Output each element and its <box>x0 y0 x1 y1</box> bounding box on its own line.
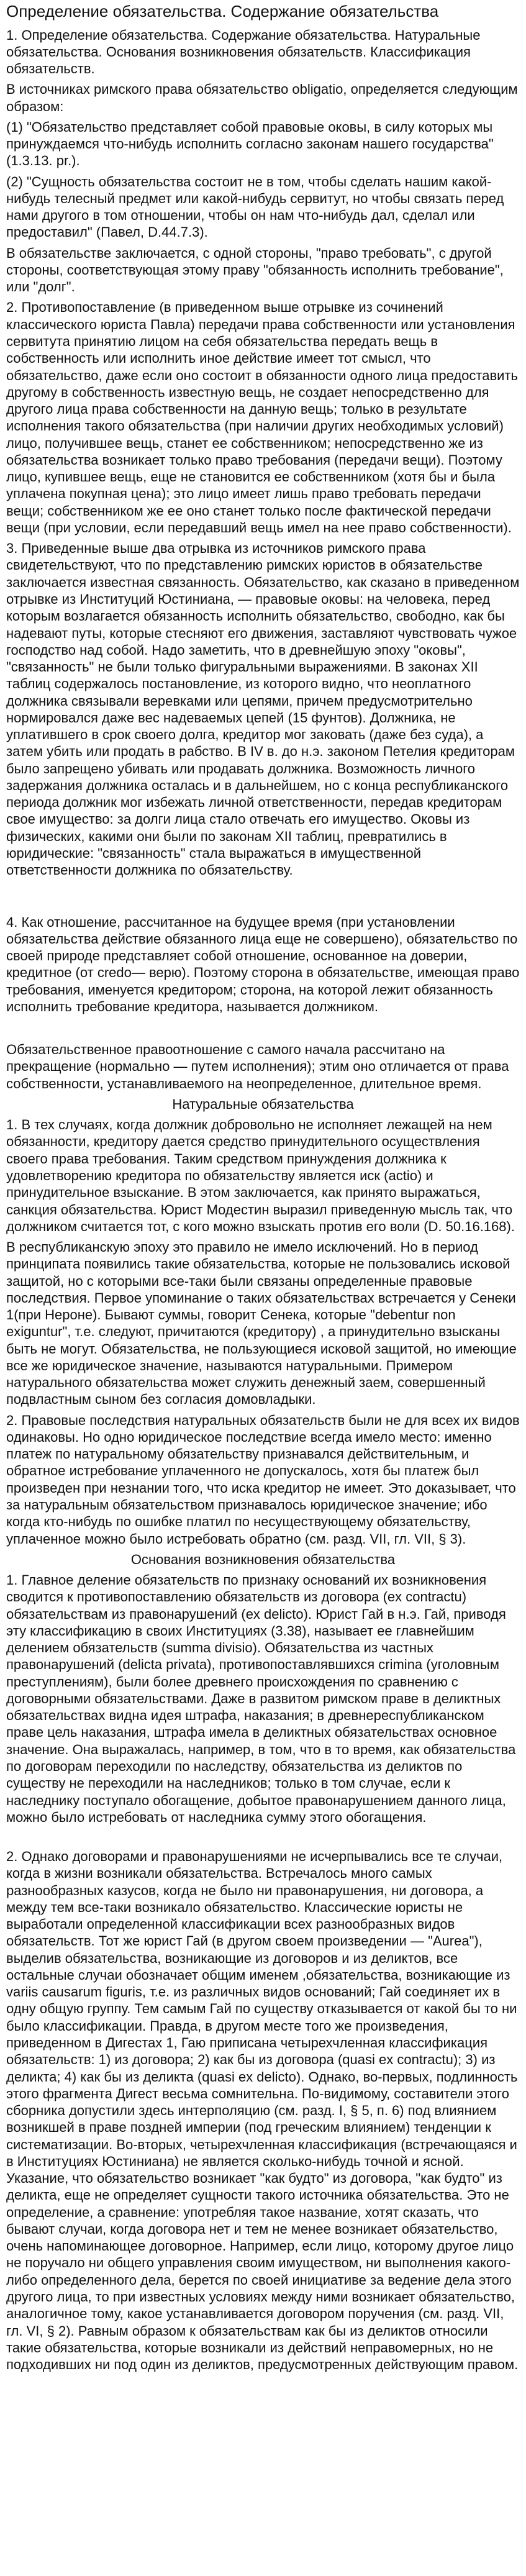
paragraph: 2. Противопоставление (в приведенном выше отрывке из сочинений классического юриста Павла) передачи права собственности или установления сервитута принятию лицом на себя обязательства передать вещь в собственность или исполнить иное действие имеет тот смысл, что обязательство, даже если оно состоит в обязанности одного лица предоставить другому в собственность известную вещь, не создает непосредственно для другого лица права собственности на данную вещь; только в результате исполнения такого обязательства (при наличии других необходимых условий) лицо, получившее вещь, станет ее собственником; непосредственно же из обязательства возникает только право требования (передачи вещи). Поэтому лицо, купившее вещь, еще не становится ее собственником (хотя бы и была уплачена покупная цена); это лицо имеет лишь право требовать передачи вещи; собственником же ее оно станет только после фактической передачи вещи (при условии, если передавший вещь имел на нее право собственности). <box>6 299 518 535</box>
paragraph: 3. Приведенные выше два отрывка из источников римского права свидетельствуют, что по представлению римских юристов в обязательстве заключается известная связанность. Обязательство, как сказано в приведенном отрывке из Институций Юстиниана, — правовые оковы: на человека, перед которым возлагается обязанность исполнить обязательство, свободно, как бы надевают путы, которые стесняют его движения, заставляют чувствовать чужое господство над собой. Надо заметить, что в древнейшую эпоху "оковы", "связанность" не были только фигуральными выражениями. В законах XII таблиц содержалось постановление, из которого видно, что неоплатного должника связывали веревками или цепями, причем предусмотрительно нормировался даже вес надеваемых цепей (15 фунтов). Должника, не уплатившего в срок своего долга, кредитор мог заковать (даже без суда), а затем убить или продать в рабство. В IV в. до н.э. законом Петелия кредиторам было запрещено убивать или продавать должника. Возможность личного задержания должника осталась и в дальнейшем, но с конца республиканского периода должник мог избежать личной ответственности, передав кредиторам свое имущество: за долги лица стало отвечать его имущество. Оковы из физических, какими они были по законам XII таблиц, превратились в юридические: "связанность" стала выражаться в имущественной ответственности должника по обязательству. <box>6 540 520 878</box>
document-body <box>6 27 520 2373</box>
paragraph: В республиканскую эпоху это правило не имело исключений. Но в период принципата появились такие обязательства, которые не пользовались исковой защитой, но с которыми все-таки были связаны определенные правовые последствия. Первое упоминание о таких обязательствах встречается у Сенеки 1(при Нероне). Бывают суммы, говорит Сенека, которые "debentur non exiguntur", т.е. следуют, причитаются (кредитору) , а принудительно взысканы быть не могут. Обязательства, не пользующиеся исковой защитой, но имеющие все же юридическое значение, называются натуральными. Примером натурального обязательства может служить денежный заем, совершенный подвластным сыном без согласия домовладыки. <box>6 1239 517 1408</box>
paragraph: В источниках римского права обязательство obligatio, определяется следующим образом: <box>6 81 518 114</box>
paragraph: 1. В тех случаях, когда должник добровольно не исполняет лежащей на нем обязанности, кредитору дается средство принудительного осуществления своего права требования. Таким средством принуждения должника к удовлетворению кредитора по обязательству является иск (actio) и принудительное взыскание. В этом заключается, как принято выражаться, санкция обязательства. Юрист Модестин выразил приведенную мысль так, что должником считается тот, с кого можно взыскать против его воли (D. 50.16.168). <box>6 1117 515 1234</box>
paragraph: (2) "Сущность обязательства состоит не в том, чтобы сделать нашим какой-нибудь телесный предмет или какой-нибудь сервитут, но чтобы связать перед нами другого в том отношении, чтобы он нам что-нибудь дал, сделал или предоставил" (Павел, D.44.7.3). <box>6 173 504 240</box>
paragraph: (1) "Обязательство представляет собой правовые оковы, в силу которых мы принуждаемся что-нибудь исполнить согласно законам нашего государства" (1.3.13. pr.). <box>6 119 494 169</box>
paragraph: 2. Правовые последствия натуральных обязательств были не для всех их видов одинаковы. Но одно юридическое последствие всегда имело место: именно платеж по натуральному обязательству признавался действительным, и обратное истребование уплаченного не допускалось, хотя бы платеж был произведен при незнании того, что иска кредитор не имеет. Это доказывает, что за натуральным обязательством признавалось юридическое значение; ибо когда кто-нибудь по ошибке платил по несуществующему обязательству, уплаченное можно было истребовать обратно (см. разд. VII, гл. VII, § 3). <box>6 1412 520 1547</box>
section-heading-natural-obligations: Натуральные обязательства <box>172 1096 354 1112</box>
paragraph: 1. Главное деление обязательств по признаку оснований их возникновения сводится к противопоставлению обязательств из договора (ex contractu) обязательствам из правонарушений (ex delicto). Юрист Гай в н.э. Гай, приводя эту классификацию в своих Институциях (3.38), называет ее главнейшим делением обязательств (summa divisio). Обязательства из частных правонарушений (delicta privata), противопоставлявшихся crimina (уголовным преступлениям), были более древнего происхождения по сравнению с договорными обязательствами. Даже в развитом римском праве в деликтных обязательствах видна идея штрафа, наказания; в древнереспубликанском праве цель наказания, штрафа имела в деликтных обязательствах основное значение. Она выражалась, например, в том, что в то время, как обязательства по договорам переходили по наследству, обязательства из деликтов по существу не переходили на наследников; только в том случае, если к наследнику поступало обогащение, добытое правонарушением данного лица, можно было истребовать от наследника сумму этого обогащения. <box>6 1572 516 1825</box>
document-title: Определение обязательства. Содержание обязательства <box>6 2 439 20</box>
paragraph: 4. Как отношение, рассчитанное на будущее время (при установлении обязательства действие обязанного лица еще не совершено), обязательство по своей природе представляет собой отношение, основанное на доверии, кредитное (от credo— верю). Поэтому сторона в обязательстве, имеющая право требования, именуется кредитором; сторона, на которой лежит обязанность исполнить требование кредитора, называется должником. <box>6 914 520 1014</box>
paragraph: 2. Однако договорами и правонарушениями не исчерпывались все те случаи, когда в жизни возникали обязательства. Встречалось много самых разнообразных казусов, когда не было ни правонарушения, ни договора, а между тем все-таки возникало обязательство. Классические юристы не выработали определенной классификации всех разнообразных видов обязательств. Тот же юрист Гай (в другом своем произведении — "Aurea"), выделив обязательства, возникающие из договоров и из деликтов, все остальные случаи обозначает общим именем ,обязательства, возникающие из variis causarum figuris, т.е. из различных видов оснований; Гай соединяет их в одну общую группу. Тем самым Гай по существу отказывается от какой бы то ни было классификации. Правда, в другом месте того же произведения, приведенном в Дигестах 1, Гаю приписана четырехчленная классификация обязательств: 1) из договора; 2) как бы из договора (quasi ex contractu); 3) из деликта; 4) как бы из деликта (quasi ex delicto). Однако, во-первых, подлинность этого фрагмента Дигест весьма сомнительна. По-видимому, составители этого сборника допустили здесь интерполяцию (см. разд. I, § 5, п. 6) под влиянием возникшей в праве поздней империи (под греческим влиянием) тенденции к систематизации. Во-вторых, четырехчленная классификация (встречающаяся и в Институциях Юстиниана) не является сколько-нибудь точной и ясной. Указание, что обязательство возникает "как будто" из договора, "как будто" из деликта, еще не определяет сущности такого источника обязательства. Это не определение, а сравнение: употребляя такое название, хотят сказать, что бывают случаи, когда договора нет и тем не менее возникает обязательство, очень напоминающее договорное. Например, если лицо, которому другое лицо не поручало ни общего управления своим имуществом, ни выполнения какого-либо определенного дела, берется по своей инициативе за ведение дела этого другого лица, то при известных условиях между ними возникает обязательство, аналогичное тому, какое устанавливается договором поручения (см. разд. VII, гл. VI, § 2). Равным образом к обязательствам как бы из деликтов относили такие обязательства, которые возникали из действий неправомерных, но не подходивших ни под один из деликтов, предусмотренных действующим правом. <box>6 1849 519 2373</box>
paragraph: В обязательстве заключается, с одной стороны, "право требовать", с другой стороны, соответствующая этому праву "обязанность исполнить требование", или "долг". <box>6 245 504 295</box>
section-heading-grounds-of-obligations: Основания возникновения обязательства <box>130 1551 396 1567</box>
paragraph: 1. Определение обязательства. Содержание обязательства. Натуральные обязательства. Основания возникновения обязательств. Классификация обязательств. <box>6 27 481 77</box>
paragraph: Обязательственное правоотношение с самого начала рассчитано на прекращение (нормально — путем исполнения); этим оно отличается от права собственности, устанавливаемого на неопределенное, длительное время. <box>6 1042 509 1091</box>
